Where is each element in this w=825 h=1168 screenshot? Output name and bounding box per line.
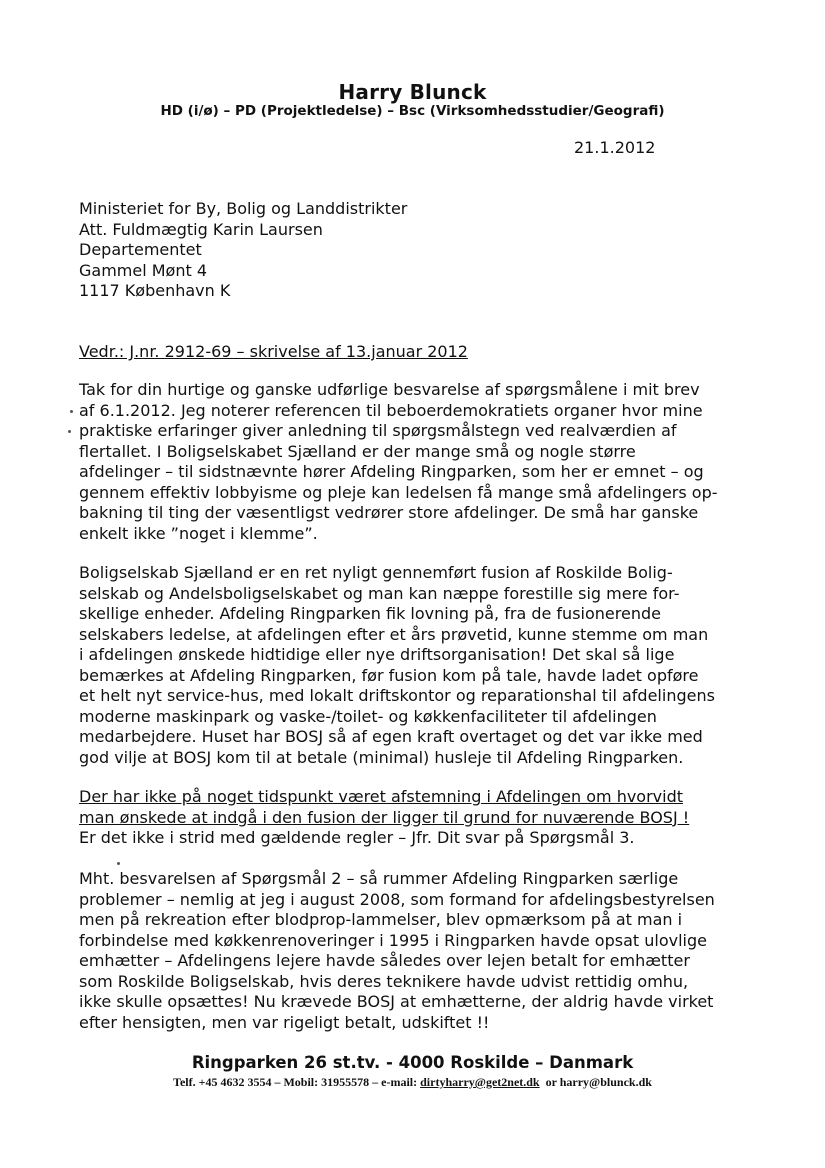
paragraph-1 (79, 380, 759, 544)
text-line: af 6.1.2012. Jeg noterer referencen til beboerdemokratiets organer hvor mine (79, 400, 703, 420)
text-line: selskabers ledelse, at afdelingen efter et års prøvetid, kunne stemme om man (79, 624, 709, 644)
scan-speck (117, 862, 120, 865)
recipient-line: Ministeriet for By, Bolig og Landdistrikter (79, 199, 408, 218)
text-line: ikke skulle opsættes! Nu krævede BOSJ at emhætterne, der aldrig havde virket (79, 992, 714, 1011)
text-line: problemer – nemlig at jeg i august 2008, som formand for afdelingsbestyrelsen (79, 889, 715, 909)
text-line: god vilje at BOSJ kom til at betale (minimal) husleje til Afdeling Ringparken. (79, 747, 684, 767)
recipient-line: Gammel Mønt 4 (79, 260, 208, 280)
text-line: bakning til ting der væsentligst vedrører store afdelinger. De små har ganske (79, 503, 699, 522)
letter-date: 21.1.2012 (574, 138, 656, 157)
paragraph-3 (79, 787, 759, 849)
scan-speck (70, 410, 73, 413)
text-line: Mht. besvarelsen af Spørgsmål 2 – så rummer Afdeling Ringparken særlige (79, 869, 679, 888)
footer-address: Ringparken 26 st.tv. - 4000 Roskilde – Danmark (191, 1053, 634, 1072)
scan-speck (68, 430, 71, 433)
recipient-line: 1117 København K (79, 281, 231, 300)
text-line: praktiske erfaringer giver anledning til spørgsmålstegn ved realværdien af (79, 421, 677, 440)
text-line: et helt nyt service-hus, med lokalt driftskontor og reparationshal til afdelingens (79, 686, 715, 705)
text-line: skellige enheder. Afdeling Ringparken fik lovning på, fra de fusionerende (79, 604, 661, 623)
underlined-line: man ønskede at indgå i den fusion der ligger til grund for nuværende BOSJ ! (79, 807, 690, 827)
subject-line: Vedr.: J.nr. 2912-69 – skrivelse af 13.januar 2012 (79, 342, 468, 361)
text-line: Boligselskab Sjælland er en ret nyligt gennemført fusion af Roskilde Bolig- (79, 563, 673, 582)
text-line: emhætter – Afdelingens lejere havde således over lejen betalt for emhætter (79, 951, 690, 970)
contact-separator: or (539, 1075, 560, 1089)
text-line: Tak for din hurtige og ganske udførlige besvarelse af spørgsmålene i mit brev (79, 380, 700, 399)
sender-name: Harry Blunck (338, 80, 487, 104)
recipient-address (79, 199, 407, 302)
underlined-line: Der har ikke på noget tidspunkt været afstemning i Afdelingen om hvorvidt (79, 787, 684, 806)
text-line: enkelt ikke ”noget i klemme”. (79, 523, 318, 543)
text-line: gennem effektiv lobbyisme og pleje kan ledelsen få mange små afdelingers op- (79, 482, 718, 502)
text-line: men på rekreation efter blodprop-lammelser, blev opmærksom på at man i (79, 910, 683, 929)
text-line: afdelinger – til sidstnævnte hører Afdeling Ringparken, som her er emnet – og (79, 462, 704, 481)
recipient-line: Att. Fuldmægtig Karin Laursen (79, 219, 323, 239)
sender-credentials: HD (i/ø) – PD (Projektledelse) – Bsc (Virksomhedsstudier/Geografi) (160, 103, 665, 119)
text-line: medarbejdere. Huset har BOSJ så af egen kraft overtaget og det var ikke med (79, 727, 703, 746)
text-line: som Roskilde Boligselskab, hvis deres teknikere havde udvist rettidig omhu, (79, 971, 689, 991)
text-line: forbindelse med køkkenrenoveringer i 1995 i Ringparken havde opsat ulovlige (79, 930, 707, 950)
contact-phone-text: Telf. +45 4632 3554 – Mobil: 31955578 – e-mail: (173, 1075, 421, 1089)
footer-contact (0, 1075, 825, 1090)
paragraph-4 (79, 869, 759, 1033)
text-line: selskab og Andelsboligselskabet og man kan næppe forestille sig mere for- (79, 583, 680, 603)
recipient-line: Departementet (79, 240, 202, 259)
text-line: moderne maskinpark og vaske-/toilet- og køkkenfaciliteter til afdelingen (79, 706, 657, 726)
text-line: efter hensigten, men var rigeligt betalt, udskiftet !! (79, 1012, 490, 1032)
email-link-2[interactable]: harry@blunck.dk (559, 1075, 652, 1089)
paragraph-2 (79, 563, 759, 768)
text-line: i afdelingen ønskede hidtidige eller nye driftsorganisation! Det skal så lige (79, 645, 675, 664)
text-line: bemærkes at Afdeling Ringparken, før fusion kom på tale, havde ladet opføre (79, 665, 699, 685)
email-link-1[interactable]: dirtyharry@get2net.dk (420, 1075, 540, 1089)
text-line: flertallet. I Boligselskabet Sjælland er der mange små og nogle større (79, 441, 636, 461)
text-line: Er det ikke i strid med gældende regler – Jfr. Dit svar på Spørgsmål 3. (79, 828, 635, 847)
